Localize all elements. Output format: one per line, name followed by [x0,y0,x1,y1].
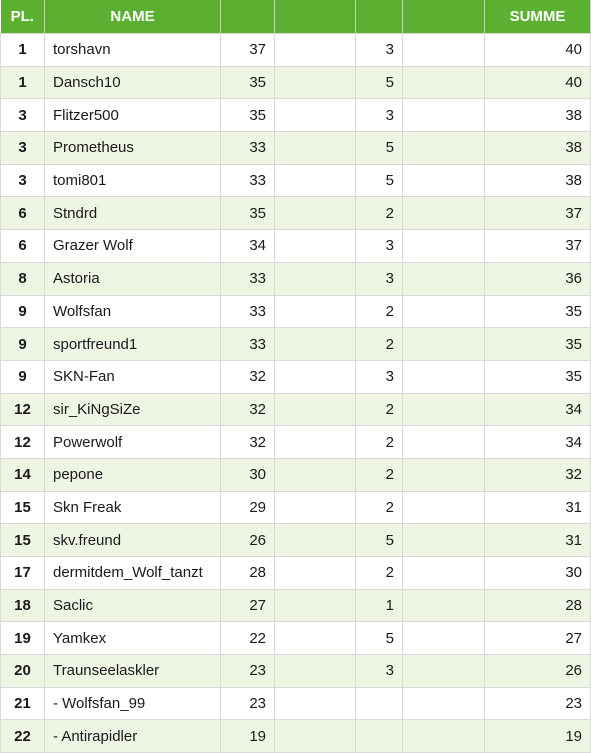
cell-points-a: 28 [221,557,275,590]
cell-place: 17 [1,557,45,590]
table-body [1,34,591,753]
cell-empty [403,557,485,590]
cell-sum: 27 [485,622,591,655]
cell-points-b: 5 [356,622,403,655]
cell-empty [275,197,356,230]
header-place: PL. [1,0,45,34]
header-sum: SUMME [485,0,591,34]
cell-empty [403,99,485,132]
cell-empty [275,132,356,165]
cell-empty [403,295,485,328]
cell-empty [275,557,356,590]
cell-name: - Wolfsfan_99 [45,687,221,720]
cell-empty [403,164,485,197]
cell-points-b: 2 [356,393,403,426]
cell-name: Prometheus [45,132,221,165]
cell-place: 12 [1,393,45,426]
cell-sum: 35 [485,295,591,328]
cell-empty [403,197,485,230]
table-row [1,687,591,720]
cell-name: skv.freund [45,524,221,557]
cell-points-a: 35 [221,66,275,99]
cell-sum: 19 [485,720,591,753]
cell-place: 1 [1,66,45,99]
cell-empty [403,66,485,99]
cell-points-b: 3 [356,230,403,263]
header-name: NAME [45,0,221,34]
cell-sum: 38 [485,164,591,197]
cell-empty [275,66,356,99]
cell-points-a: 33 [221,328,275,361]
cell-sum: 26 [485,655,591,688]
cell-empty [403,393,485,426]
cell-empty [275,426,356,459]
cell-name: Skn Freak [45,491,221,524]
cell-sum: 30 [485,557,591,590]
cell-points-b: 2 [356,458,403,491]
cell-sum: 37 [485,230,591,263]
cell-name: torshavn [45,34,221,67]
cell-place: 20 [1,655,45,688]
cell-points-b: 3 [356,655,403,688]
table-row [1,426,591,459]
cell-empty [403,589,485,622]
cell-place: 9 [1,360,45,393]
table-row [1,458,591,491]
cell-sum: 40 [485,34,591,67]
cell-points-a: 33 [221,132,275,165]
cell-empty [275,655,356,688]
header-col-gap1 [275,0,356,34]
cell-place: 15 [1,491,45,524]
cell-empty [403,34,485,67]
cell-empty [403,491,485,524]
cell-empty [403,132,485,165]
cell-name: Powerwolf [45,426,221,459]
cell-sum: 23 [485,687,591,720]
cell-points-a: 35 [221,197,275,230]
table-row [1,66,591,99]
cell-empty [403,687,485,720]
cell-empty [275,687,356,720]
cell-points-b: 5 [356,132,403,165]
table-row [1,491,591,524]
cell-sum: 37 [485,197,591,230]
cell-empty [275,393,356,426]
cell-empty [403,328,485,361]
cell-empty [403,720,485,753]
cell-points-a: 33 [221,164,275,197]
cell-points-a: 23 [221,655,275,688]
cell-sum: 38 [485,99,591,132]
table-row [1,132,591,165]
cell-name: Yamkex [45,622,221,655]
cell-sum: 28 [485,589,591,622]
cell-place: 21 [1,687,45,720]
cell-name: - Antirapidler [45,720,221,753]
cell-points-b: 2 [356,328,403,361]
header-col-gap2 [403,0,485,34]
cell-points-b: 5 [356,164,403,197]
cell-points-b: 5 [356,524,403,557]
cell-empty [275,360,356,393]
cell-points-b: 2 [356,295,403,328]
cell-sum: 40 [485,66,591,99]
cell-sum: 31 [485,524,591,557]
cell-empty [275,491,356,524]
cell-points-a: 33 [221,295,275,328]
cell-points-a: 33 [221,262,275,295]
cell-name: SKN-Fan [45,360,221,393]
cell-place: 6 [1,230,45,263]
cell-points-b: 2 [356,197,403,230]
cell-empty [275,589,356,622]
table-row [1,393,591,426]
table-row [1,524,591,557]
cell-empty [275,524,356,557]
cell-points-b: 3 [356,262,403,295]
table-row [1,328,591,361]
table-row [1,164,591,197]
cell-empty [403,655,485,688]
header-col-a [221,0,275,34]
table-row [1,589,591,622]
table-row [1,557,591,590]
table-row [1,360,591,393]
cell-points-a: 32 [221,393,275,426]
cell-empty [403,230,485,263]
cell-place: 6 [1,197,45,230]
cell-name: pepone [45,458,221,491]
cell-points-b: 3 [356,99,403,132]
table-row [1,622,591,655]
cell-points-a: 34 [221,230,275,263]
cell-sum: 35 [485,328,591,361]
cell-sum: 31 [485,491,591,524]
cell-empty [403,426,485,459]
cell-name: Wolfsfan [45,295,221,328]
cell-place: 9 [1,295,45,328]
cell-points-a: 23 [221,687,275,720]
cell-name: Flitzer500 [45,99,221,132]
cell-place: 8 [1,262,45,295]
cell-sum: 32 [485,458,591,491]
cell-sum: 35 [485,360,591,393]
cell-empty [275,458,356,491]
cell-points-b: 3 [356,360,403,393]
cell-points-a: 37 [221,34,275,67]
table-row [1,262,591,295]
cell-points-b: 5 [356,66,403,99]
cell-empty [403,458,485,491]
cell-place: 1 [1,34,45,67]
table-row [1,197,591,230]
cell-name: Traunseelaskler [45,655,221,688]
cell-name: sir_KiNgSiZe [45,393,221,426]
cell-place: 15 [1,524,45,557]
cell-name: tomi801 [45,164,221,197]
cell-points-b: 1 [356,589,403,622]
cell-points-b [356,720,403,753]
cell-name: Astoria [45,262,221,295]
table-row [1,34,591,67]
cell-points-a: 30 [221,458,275,491]
cell-sum: 34 [485,426,591,459]
cell-empty [275,262,356,295]
cell-points-b: 2 [356,557,403,590]
cell-empty [275,230,356,263]
cell-place: 22 [1,720,45,753]
cell-place: 18 [1,589,45,622]
cell-points-a: 26 [221,524,275,557]
cell-points-b: 2 [356,426,403,459]
cell-points-a: 29 [221,491,275,524]
cell-empty [275,34,356,67]
cell-sum: 34 [485,393,591,426]
table-row [1,230,591,263]
cell-empty [403,524,485,557]
table-row [1,99,591,132]
cell-place: 3 [1,164,45,197]
cell-name: Grazer Wolf [45,230,221,263]
cell-name: sportfreund1 [45,328,221,361]
cell-empty [403,262,485,295]
header-col-b [356,0,403,34]
cell-place: 3 [1,132,45,165]
table-row [1,655,591,688]
cell-empty [403,622,485,655]
cell-sum: 36 [485,262,591,295]
cell-name: dermitdem_Wolf_tanzt [45,557,221,590]
cell-empty [275,99,356,132]
table-row [1,720,591,753]
table-row [1,295,591,328]
cell-points-a: 19 [221,720,275,753]
cell-empty [275,328,356,361]
header-row [1,0,591,34]
cell-points-a: 32 [221,426,275,459]
cell-empty [275,164,356,197]
cell-empty [403,360,485,393]
cell-empty [275,295,356,328]
cell-name: Saclic [45,589,221,622]
cell-name: Stndrd [45,197,221,230]
cell-points-a: 32 [221,360,275,393]
cell-points-b: 2 [356,491,403,524]
cell-place: 19 [1,622,45,655]
cell-points-b [356,687,403,720]
cell-empty [275,720,356,753]
cell-points-a: 22 [221,622,275,655]
cell-sum: 38 [485,132,591,165]
cell-place: 14 [1,458,45,491]
cell-place: 3 [1,99,45,132]
cell-empty [275,622,356,655]
cell-place: 9 [1,328,45,361]
cell-points-a: 35 [221,99,275,132]
cell-points-a: 27 [221,589,275,622]
cell-name: Dansch10 [45,66,221,99]
cell-points-b: 3 [356,34,403,67]
cell-place: 12 [1,426,45,459]
